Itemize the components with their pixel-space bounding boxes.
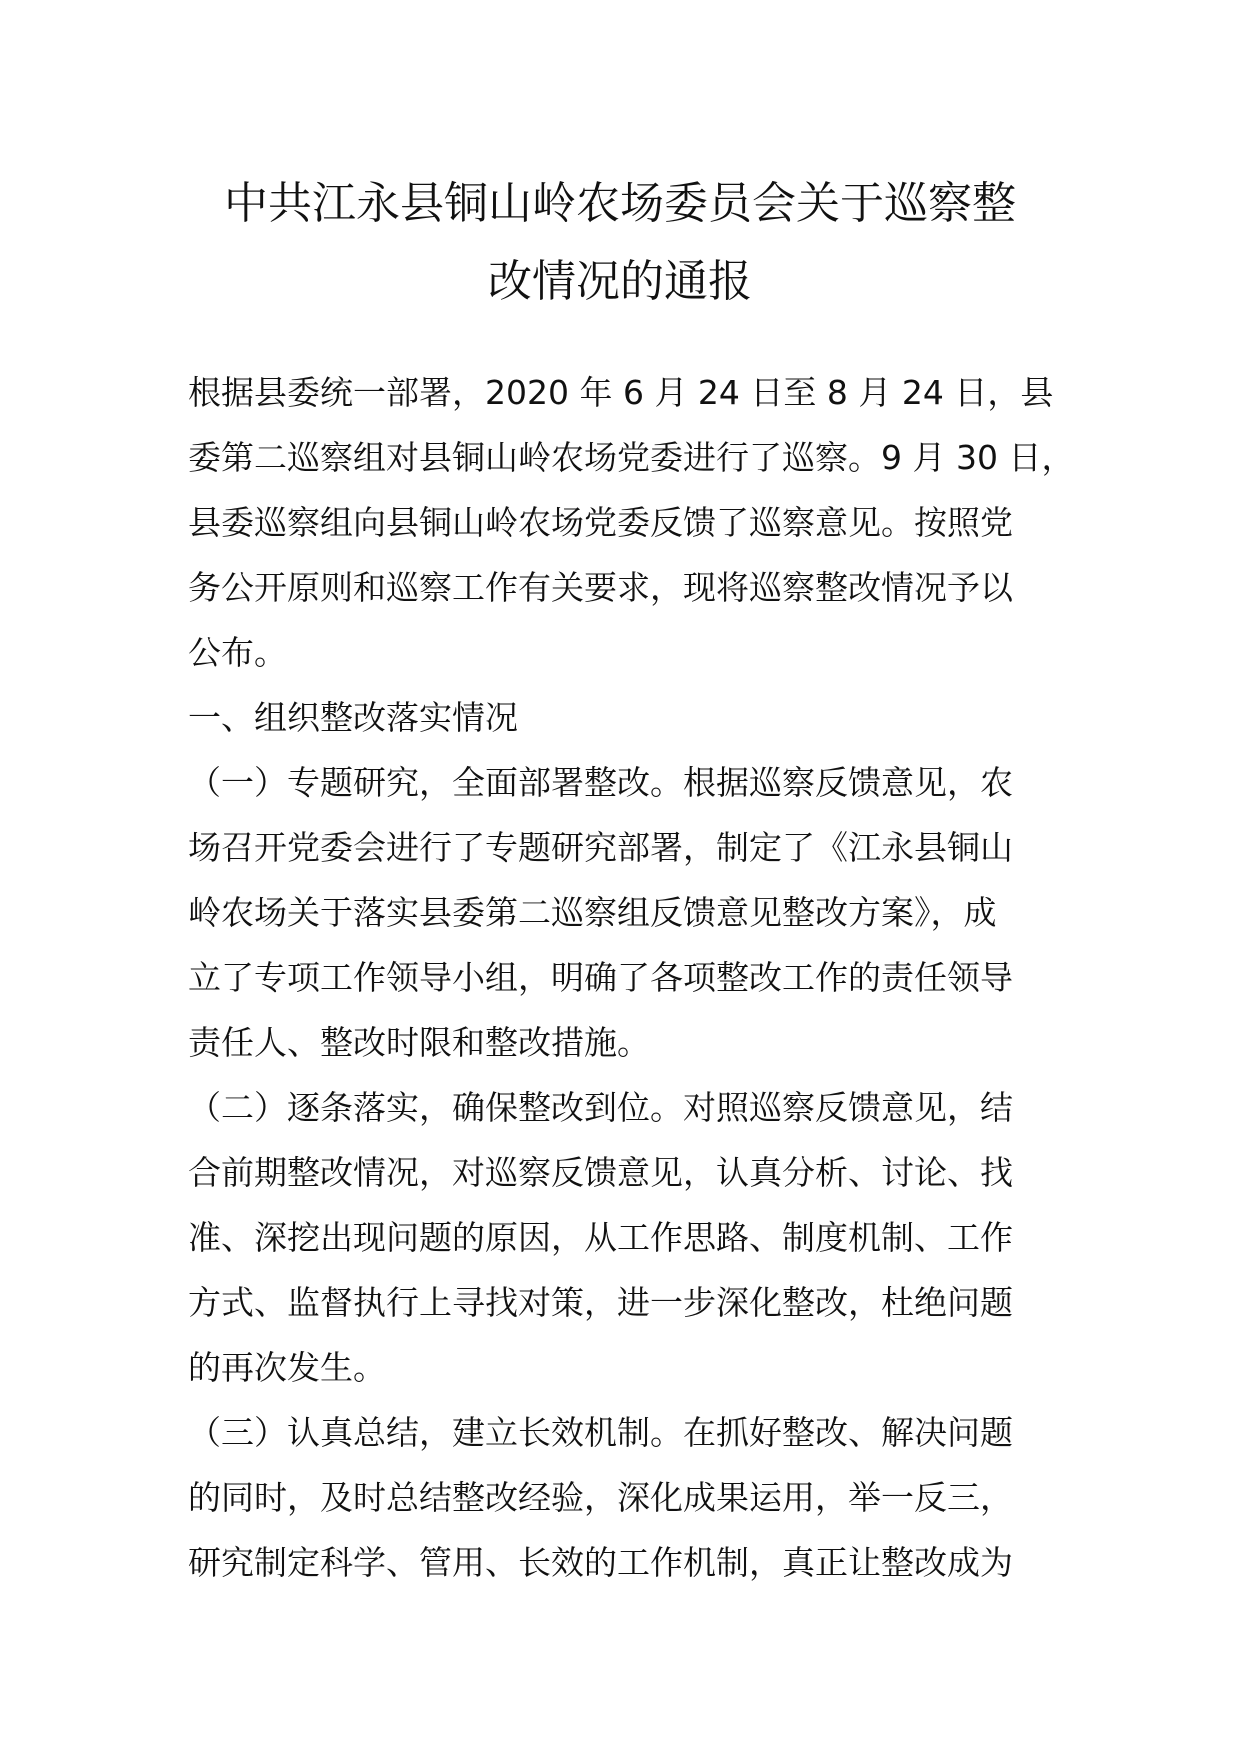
document-title bbox=[150, 165, 1090, 321]
body-line: （一）专题研究，全面部署整改。根据巡察反馈意见，农 bbox=[188, 763, 1013, 802]
title-line: 中共江永县铜山岭农场委员会关于巡察整 bbox=[224, 178, 1016, 229]
body-line: （二）逐条落实，确保整改到位。对照巡察反馈意见，结 bbox=[188, 1088, 1013, 1127]
body-line: 立了专项工作领导小组，明确了各项整改工作的责任领导 bbox=[188, 958, 1013, 997]
body-line: 公布。 bbox=[188, 633, 287, 672]
body-line: 岭农场关于落实县委第二巡察组反馈意见整改方案》，成 bbox=[188, 893, 997, 932]
body-line: 委第二巡察组对县铜山岭农场党委进行了巡察。9 月 30 日， bbox=[188, 438, 1075, 477]
body-line: 责任人、整改时限和整改措施。 bbox=[188, 1023, 650, 1062]
body-line: 合前期整改情况，对巡察反馈意见，认真分析、讨论、找 bbox=[188, 1153, 1013, 1192]
body-line: 方式、监督执行上寻找对策，进一步深化整改，杜绝问题 bbox=[188, 1283, 1013, 1322]
body-line: 的再次发生。 bbox=[188, 1348, 386, 1387]
body-line: 根据县委统一部署，2020 年 6 月 24 日至 8 月 24 日，县 bbox=[188, 373, 1054, 412]
body-line: 务公开原则和巡察工作有关要求，现将巡察整改情况予以 bbox=[188, 568, 1013, 607]
body-line: （三）认真总结，建立长效机制。在抓好整改、解决问题 bbox=[188, 1413, 1013, 1452]
body-line: 的同时，及时总结整改经验，深化成果运用，举一反三， bbox=[188, 1478, 1013, 1517]
body-line: 研究制定科学、管用、长效的工作机制，真正让整改成为 bbox=[188, 1543, 1013, 1582]
body-line: 场召开党委会进行了专题研究部署，制定了《江永县铜山 bbox=[188, 828, 1013, 867]
document-body bbox=[188, 360, 1108, 1595]
section-heading: 一、组织整改落实情况 bbox=[188, 698, 518, 737]
body-line: 准、深挖出现问题的原因，从工作思路、制度机制、工作 bbox=[188, 1218, 1013, 1257]
body-line: 县委巡察组向县铜山岭农场党委反馈了巡察意见。按照党 bbox=[188, 503, 1013, 542]
title-line: 改情况的通报 bbox=[488, 256, 752, 307]
